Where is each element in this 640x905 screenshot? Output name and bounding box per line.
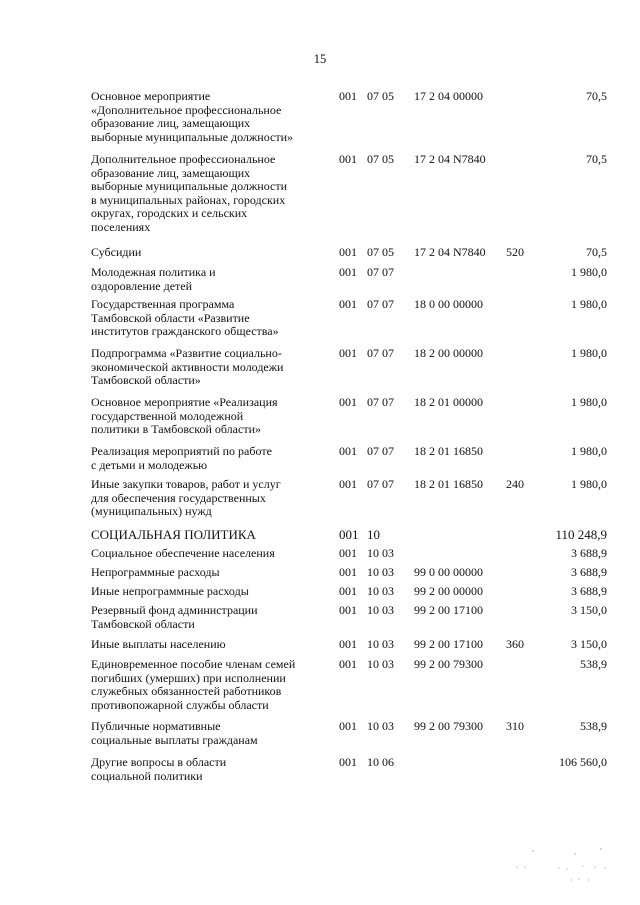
row-ved: 001: [339, 546, 357, 560]
row-cs: 99 2 00 79300: [414, 719, 483, 733]
row-name: [91, 396, 323, 437]
row-name-line: округах, городских и сельских: [91, 206, 248, 221]
row-rzpr: 07 07: [367, 444, 394, 458]
row-name-line: с детьми и молодежью: [91, 457, 208, 472]
row-name-line: государственной молодежной: [91, 408, 244, 423]
row-name: [91, 720, 323, 747]
row-name-line: экономической активности молодежи: [91, 359, 284, 374]
row-name: [91, 604, 323, 631]
row-rzpr: 07 05: [367, 89, 394, 103]
row-cs: 18 2 01 16850: [414, 477, 483, 491]
row-ved: 001: [339, 527, 359, 542]
row-sum: 1 980,0: [571, 444, 607, 458]
row-rzpr: 10: [367, 527, 380, 542]
row-cs: 18 0 00 00000: [414, 297, 483, 311]
row-name-line: Тамбовской области «Развитие: [91, 310, 250, 325]
row-cs: 18 2 01 16850: [414, 444, 483, 458]
row-sum: 70,5: [586, 152, 607, 166]
row-rzpr: 10 03: [367, 719, 394, 733]
row-sum: 538,9: [580, 719, 607, 733]
row-name-line: в муниципальных районах, городских: [91, 192, 286, 207]
row-name-line: Публичные нормативные: [91, 719, 221, 733]
row-sum: 538,9: [580, 657, 607, 671]
row-vr: 520: [506, 245, 524, 259]
row-sum: 70,5: [586, 245, 607, 259]
row-ved: 001: [339, 444, 357, 458]
row-ved: 001: [339, 719, 357, 733]
row-sum: 3 688,9: [571, 546, 607, 560]
row-name: [91, 266, 323, 293]
row-name-line: Тамбовской области: [91, 616, 195, 631]
row-name-line: Другие вопросы в области: [91, 755, 227, 769]
row-rzpr: 10 03: [367, 584, 394, 598]
row-rzpr: 10 03: [367, 657, 394, 671]
row-name-line: (муниципальных) нужд: [91, 504, 212, 519]
row-ved: 001: [339, 657, 357, 671]
row-name: [91, 547, 323, 561]
row-rzpr: 07 07: [367, 477, 394, 491]
row-sum: 1 980,0: [571, 395, 607, 409]
row-name: [91, 638, 323, 652]
row-ved: 001: [339, 265, 357, 279]
row-cs: 18 2 01 00000: [414, 395, 483, 409]
row-sum: 1 980,0: [571, 265, 607, 279]
row-name-line: Социальное обеспечение населения: [91, 546, 275, 560]
row-cs: 99 2 00 17100: [414, 637, 483, 651]
row-rzpr: 10 03: [367, 565, 394, 579]
row-sum: 3 150,0: [571, 637, 607, 651]
row-ved: 001: [339, 245, 357, 259]
row-name-line: для обеспечения государственных: [91, 490, 266, 505]
row-name-line: политики в Тамбовской области»: [91, 422, 261, 437]
row-name-line: Иные выплаты населению: [91, 637, 226, 651]
row-cs: 99 2 00 17100: [414, 603, 483, 617]
row-name: [91, 347, 323, 388]
row-ved: 001: [339, 152, 357, 166]
row-name: [91, 566, 323, 580]
row-ved: 001: [339, 346, 357, 360]
row-sum: 3 150,0: [571, 603, 607, 617]
row-ved: 001: [339, 477, 357, 491]
row-sum: 70,5: [586, 89, 607, 103]
row-ved: 001: [339, 565, 357, 579]
row-name-line: Основное мероприятие «Реализация: [91, 395, 278, 409]
row-name: [91, 90, 323, 144]
row-name-line: Тамбовской области»: [91, 373, 201, 388]
row-name: [91, 445, 323, 472]
row-sum: 1 980,0: [571, 346, 607, 360]
row-vr: 360: [506, 637, 524, 651]
row-ved: 001: [339, 584, 357, 598]
row-ved: 001: [339, 637, 357, 651]
row-name-line: погибших (умерших) при исполнении: [91, 670, 286, 685]
row-name-line: образование лиц, замещающих: [91, 165, 251, 180]
row-sum: 1 980,0: [571, 477, 607, 491]
row-rzpr: 07 05: [367, 152, 394, 166]
row-cs: 99 2 00 79300: [414, 657, 483, 671]
row-name-line: социальные выплаты гражданам: [91, 732, 258, 747]
row-ved: 001: [339, 297, 357, 311]
row-rzpr: 07 07: [367, 297, 394, 311]
row-name-line: социальной политики: [91, 768, 203, 783]
row-name-line: Иные закупки товаров, работ и услуг: [91, 477, 281, 491]
row-name-line: Единовременное пособие членам семей: [91, 657, 296, 671]
row-name: [91, 153, 323, 235]
row-name: [91, 246, 323, 260]
row-ved: 001: [339, 395, 357, 409]
row-rzpr: 07 07: [367, 265, 394, 279]
row-ved: 001: [339, 89, 357, 103]
row-name-line: противопожарной службы области: [91, 697, 269, 712]
row-sum: 1 980,0: [571, 297, 607, 311]
row-cs: 17 2 04 N7840: [414, 152, 486, 166]
row-sum: 3 688,9: [571, 565, 607, 579]
row-cs: 99 0 00 00000: [414, 565, 483, 579]
row-sum: 3 688,9: [571, 584, 607, 598]
row-sum: 110 248,9: [555, 527, 607, 542]
row-name: [91, 658, 323, 712]
row-name-line: Молодежная политика и: [91, 265, 216, 279]
row-name-line: Основное мероприятие: [91, 89, 211, 103]
row-name-line: Реализация мероприятий по работе: [91, 444, 272, 458]
row-name-line: выборные муниципальные должности»: [91, 129, 293, 144]
row-rzpr: 10 06: [367, 755, 394, 769]
page-number: 15: [313, 52, 327, 66]
row-name-line: Субсидии: [91, 245, 142, 259]
row-name: [91, 298, 323, 339]
row-cs: 17 2 04 00000: [414, 89, 483, 103]
row-vr: 240: [506, 477, 524, 491]
row-name-line: Резервный фонд администрации: [91, 603, 258, 617]
row-rzpr: 10 03: [367, 637, 394, 651]
row-rzpr: 07 05: [367, 245, 394, 259]
row-name-line: СОЦИАЛЬНАЯ ПОЛИТИКА: [91, 527, 256, 542]
row-name-line: образование лиц, замещающих: [91, 116, 251, 131]
row-name-line: оздоровление детей: [91, 278, 193, 293]
row-name-line: Государственная программа: [91, 297, 235, 311]
row-sum: 106 560,0: [559, 755, 607, 769]
row-name-line: служебных обязанностей работников: [91, 684, 282, 699]
row-name-line: Непрограммные расходы: [91, 565, 220, 579]
row-name-line: выборные муниципальные должности: [91, 179, 287, 194]
scan-artifact-dots: [505, 845, 615, 885]
row-name-line: поселениях: [91, 219, 151, 234]
row-cs: 17 2 04 N7840: [414, 245, 486, 259]
row-rzpr: 10 03: [367, 603, 394, 617]
row-vr: 310: [506, 719, 524, 733]
row-name: [91, 478, 323, 519]
row-rzpr: 07 07: [367, 346, 394, 360]
row-rzpr: 07 07: [367, 395, 394, 409]
row-ved: 001: [339, 603, 357, 617]
row-name-line: Подпрограмма «Развитие социально-: [91, 346, 282, 360]
row-name-line: Дополнительное профессиональное: [91, 152, 276, 166]
row-name-line: институтов гражданского общества»: [91, 324, 279, 339]
row-name: [91, 585, 323, 599]
row-cs: 99 2 00 00000: [414, 584, 483, 598]
row-name-line: «Дополнительное профессиональное: [91, 102, 282, 117]
row-rzpr: 10 03: [367, 546, 394, 560]
row-ved: 001: [339, 755, 357, 769]
row-name-line: Иные непрограммные расходы: [91, 584, 249, 598]
row-name: [91, 756, 323, 783]
row-name: [91, 528, 323, 542]
row-cs: 18 2 00 00000: [414, 346, 483, 360]
